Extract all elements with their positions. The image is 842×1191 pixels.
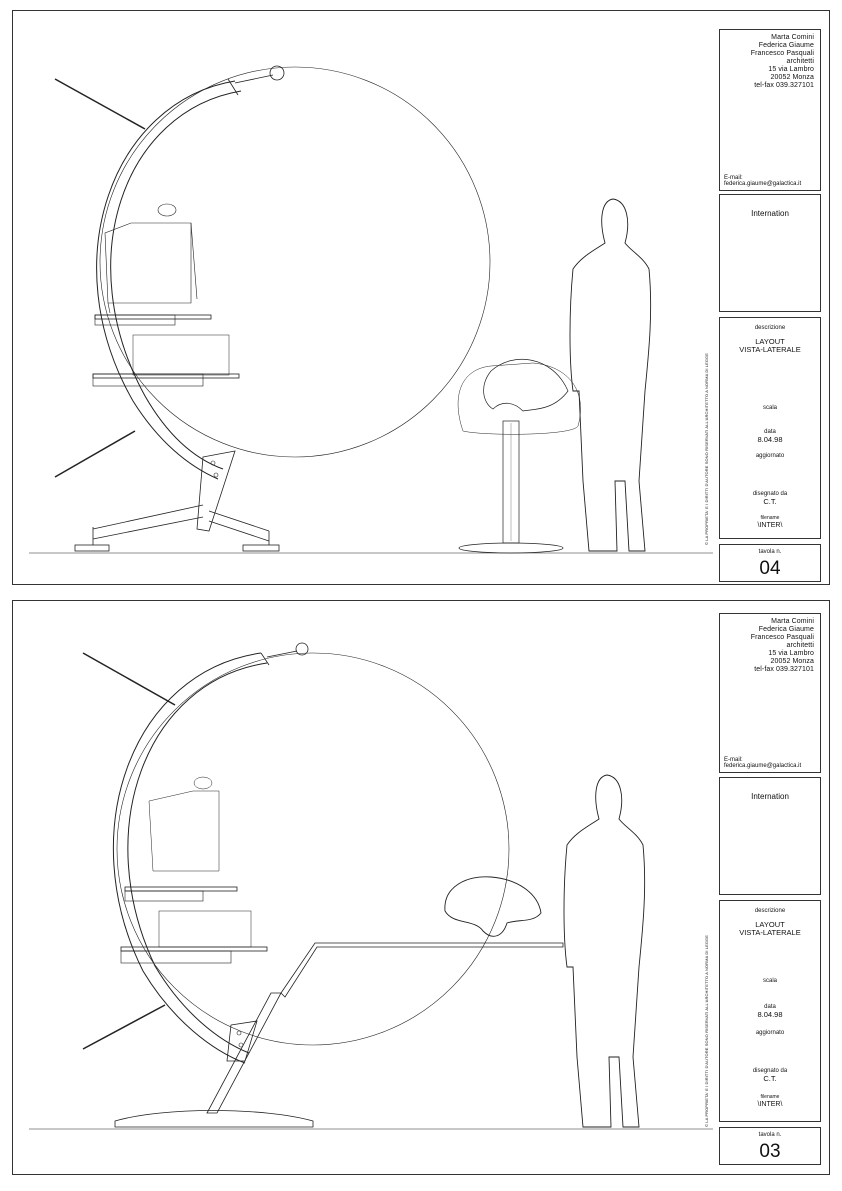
upper-antenna-rod bbox=[55, 79, 145, 129]
descrizione-line: LAYOUT bbox=[755, 920, 785, 929]
upper-shelf bbox=[95, 315, 211, 319]
disegnato-label: disegnato da bbox=[752, 1068, 788, 1074]
arc-inner bbox=[128, 663, 267, 1053]
project-name: Internation bbox=[751, 792, 789, 801]
disegnato-value: C.T. bbox=[763, 497, 777, 506]
keyboard-box bbox=[159, 911, 251, 947]
support-post bbox=[207, 993, 281, 1113]
address-line: Marta Comini bbox=[771, 618, 814, 625]
address-line: Marta Comini bbox=[771, 34, 814, 41]
arc-outer bbox=[113, 653, 261, 1063]
address-line: Federica Giaume bbox=[758, 42, 814, 49]
monitor-body bbox=[105, 223, 191, 303]
data-label: data bbox=[764, 429, 776, 435]
filename-value: \INTER\ bbox=[757, 522, 783, 529]
descrizione-line: VISTA-LATERALE bbox=[739, 928, 801, 937]
elevation-drawing bbox=[13, 11, 713, 586]
filename-value: \INTER\ bbox=[757, 1101, 783, 1108]
support-post bbox=[197, 451, 235, 531]
tavola-label: tavola n. bbox=[758, 549, 782, 555]
base-leg-left bbox=[93, 505, 203, 529]
address-line: architetti bbox=[786, 642, 814, 649]
address-line: 20052 Monza bbox=[770, 658, 814, 665]
arc-top-rod bbox=[235, 75, 273, 83]
aggiornato-label: aggiornato bbox=[755, 453, 785, 459]
monitor-body bbox=[149, 791, 219, 871]
foot-left bbox=[75, 545, 109, 551]
drawing-sheet-04 bbox=[12, 10, 830, 585]
studio-email: E-mail: federica.giaume@galactica.it bbox=[724, 757, 802, 769]
address-line: Francesco Pasquali bbox=[750, 50, 814, 57]
copyright-note: © LA PROPRIETA' E I DIRITTI D'AUTORE SONO RISERVATI ALL'ARCHITETTO A NORMA DI LEGGE bbox=[704, 934, 709, 1127]
filename-label: filename bbox=[760, 1094, 780, 1100]
lower-shelf bbox=[93, 374, 239, 378]
foot-right bbox=[243, 545, 279, 551]
data-label: data bbox=[764, 1004, 776, 1010]
studio-address bbox=[751, 34, 814, 90]
studio-address bbox=[751, 618, 814, 674]
title-block-project bbox=[719, 194, 821, 312]
arc-outer bbox=[97, 81, 235, 479]
title-block-tavola bbox=[719, 544, 821, 582]
sphere-outline bbox=[100, 67, 490, 457]
camera bbox=[194, 777, 212, 789]
camera bbox=[158, 204, 176, 216]
tavola-number: 03 bbox=[759, 1141, 781, 1162]
lower-antenna-rod bbox=[55, 431, 135, 477]
address-line: 15 via Lambro bbox=[768, 650, 814, 657]
address-line: 15 via Lambro bbox=[768, 66, 814, 73]
title-block-studio bbox=[719, 613, 821, 773]
disegnato-value: C.T. bbox=[763, 1074, 777, 1083]
scala-label: scala bbox=[762, 978, 777, 984]
address-line: tel-fax 039.327101 bbox=[754, 666, 814, 673]
studio-email: E-mail: federica.giaume@galactica.it bbox=[724, 175, 802, 187]
data-value: 8.04.98 bbox=[757, 1010, 783, 1019]
arc-inner bbox=[111, 91, 241, 469]
drawing-sheet-03 bbox=[12, 600, 830, 1175]
tavola-label: tavola n. bbox=[758, 1132, 782, 1138]
data-value: 8.04.98 bbox=[757, 435, 783, 444]
descrizione-label: descrizione bbox=[754, 325, 786, 331]
address-line: Francesco Pasquali bbox=[750, 634, 814, 641]
scala-label: scala bbox=[762, 405, 777, 411]
aggiornato-label: aggiornato bbox=[755, 1030, 785, 1036]
tavola-number: 04 bbox=[759, 558, 781, 579]
address-line: 20052 Monza bbox=[770, 74, 814, 81]
lower-antenna-rod bbox=[83, 1005, 165, 1049]
address-line: architetti bbox=[786, 58, 814, 65]
upper-shelf bbox=[125, 887, 237, 891]
keyboard-box bbox=[133, 335, 229, 375]
address-line: Federica Giaume bbox=[758, 626, 814, 633]
project-name: Internation bbox=[751, 209, 789, 218]
title-block-description bbox=[719, 317, 821, 539]
elevation-drawing bbox=[13, 601, 713, 1176]
descrizione-line: LAYOUT bbox=[755, 337, 785, 346]
lower-shelf bbox=[121, 947, 267, 951]
title-block-tavola bbox=[719, 1127, 821, 1165]
disegnato-label: disegnato da bbox=[752, 491, 788, 497]
descrizione-line: VISTA-LATERALE bbox=[739, 345, 801, 354]
descrizione-label: descrizione bbox=[754, 908, 786, 914]
title-block-description bbox=[719, 900, 821, 1122]
title-block-project bbox=[719, 777, 821, 895]
stool-base bbox=[459, 543, 563, 553]
human-silhouette bbox=[570, 199, 651, 551]
upper-antenna-rod bbox=[83, 653, 175, 705]
human-silhouette bbox=[564, 775, 645, 1127]
title-block-studio bbox=[719, 29, 821, 191]
filename-label: filename bbox=[760, 515, 780, 521]
cantilever-arm bbox=[281, 943, 563, 997]
address-line: tel-fax 039.327101 bbox=[754, 82, 814, 89]
copyright-note: © LA PROPRIETA' E I DIRITTI D'AUTORE SONO RISERVATI ALL'ARCHITETTO A NORMA DI LEGGE bbox=[704, 352, 709, 545]
